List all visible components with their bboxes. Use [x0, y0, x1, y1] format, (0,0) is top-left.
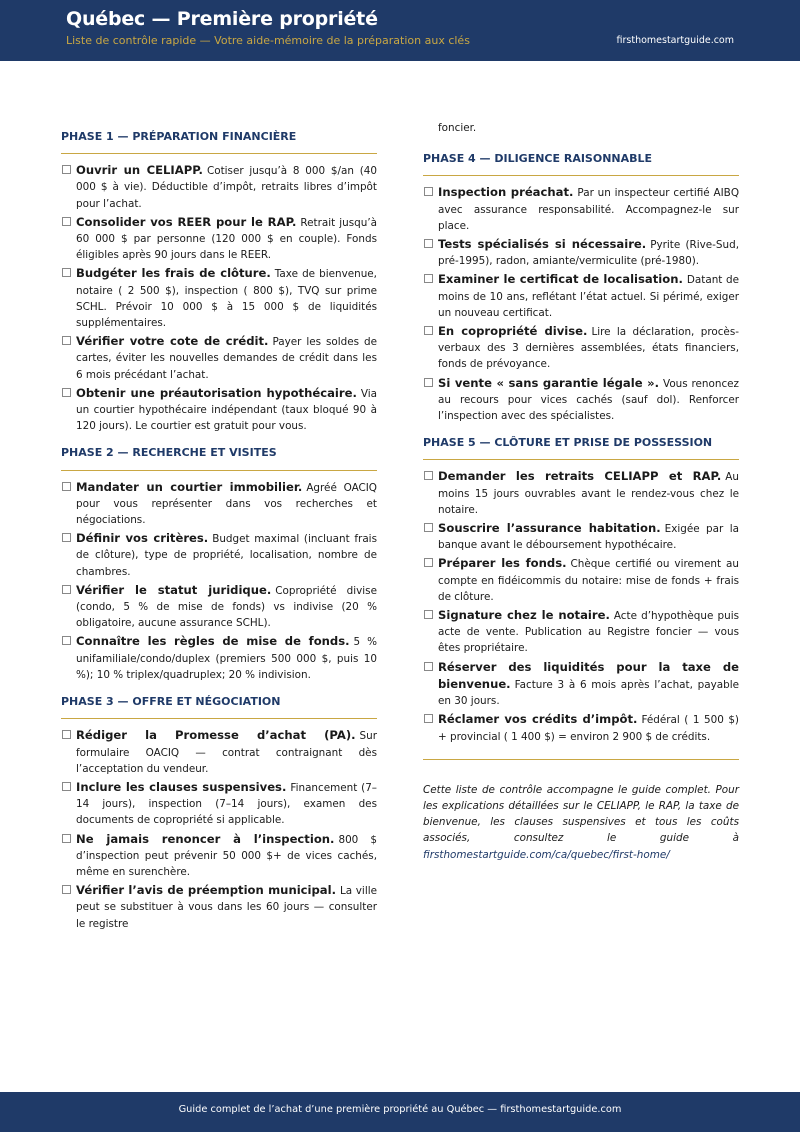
- phase-title: PHASE 4 — DILIGENCE RAISONNABLE: [423, 142, 739, 176]
- checklist-item: [423, 468, 739, 518]
- checkbox-icon[interactable]: [424, 187, 433, 196]
- item-title: Si vente « sans garantie légale ».: [438, 375, 660, 390]
- phase-title: PHASE 3 — OFFRE ET NÉGOCIATION: [61, 685, 377, 719]
- item-text: Cotiser jusqu’à 8 000 $/an (40 000 $ à vie). Déductible d’impôt, retraits libres d’impôt pour l’achat.: [76, 165, 377, 210]
- checklist-item: [61, 831, 377, 881]
- checklist-item: [61, 779, 377, 829]
- phase-5: [423, 426, 739, 744]
- left-column: [61, 120, 377, 934]
- right-column: [423, 120, 739, 863]
- item-title: Vérifier le statut juridique.: [76, 582, 272, 597]
- checklist-item: [61, 214, 377, 264]
- checkbox-icon[interactable]: [62, 217, 71, 226]
- item-text: 5 % unifamiliale/condo/duplex (premiers 500 000 $, puis 10 %); 10 % triplex/quadruplex; 20 % indivision.: [76, 636, 377, 681]
- item-text: Budget maximal (incluant frais de clôture), type de propriété, localisation, nombre de chambres.: [76, 533, 377, 578]
- item-text: Fédéral ( 1 500 $) + provincial ( 1 400 $) = environ 2 900 $ de crédits.: [438, 714, 739, 743]
- guide-link[interactable]: firsthomestartguide.com/ca/quebec/first-home/: [423, 848, 670, 861]
- page-subtitle: Liste de contrôle rapide — Votre aide-mémoire de la préparation aux clés: [66, 34, 470, 47]
- header-site-link[interactable]: firsthomestartguide.com: [616, 35, 734, 46]
- checkbox-icon[interactable]: [424, 378, 433, 387]
- item-text: Sur formulaire OACIQ — contrat contraignant dès l’acceptation du vendeur.: [76, 730, 377, 775]
- item-title: Rédiger la Promesse d’achat (PA).: [76, 728, 356, 743]
- checklist-item: [61, 727, 377, 777]
- checkbox-icon[interactable]: [424, 326, 433, 335]
- checkbox-icon[interactable]: [62, 585, 71, 594]
- checklist-item: [423, 271, 739, 321]
- checkbox-icon[interactable]: [424, 523, 433, 532]
- item-text: La ville peut se substituer à vous dans les 60 jours — consulter le registre: [76, 885, 377, 930]
- item-text: 800 $ d’inspection peut prévenir 50 000 $+ de vices cachés, même en surenchère.: [76, 833, 377, 878]
- checkbox-icon[interactable]: [62, 782, 71, 791]
- checklist-item: [423, 236, 739, 269]
- item-title: Inclure les clauses suspensives.: [76, 779, 287, 794]
- footer-banner: [0, 1092, 800, 1132]
- item-title: Inspection préachat.: [438, 185, 574, 200]
- checkbox-icon[interactable]: [62, 482, 71, 491]
- checkbox-icon[interactable]: [62, 636, 71, 645]
- phase-3: [61, 685, 377, 932]
- closing-note: [423, 782, 739, 863]
- checkbox-icon[interactable]: [424, 239, 433, 248]
- item-text: Pyrite (Rive-Sud, pré-1995), radon, amiante/vermiculite (pré-1980).: [438, 239, 740, 268]
- checklist-item: [61, 530, 377, 580]
- footer-text: Guide complet de l’achat d’une première propriété au Québec — firsthomestartguide.com: [178, 1104, 622, 1115]
- phase-title: PHASE 1 — PRÉPARATION FINANCIÈRE: [61, 120, 377, 154]
- item-continuation: foncier.: [438, 122, 477, 134]
- checklist-item: [61, 333, 377, 383]
- item-text: Financement (7–14 jours), inspection (7–14 jours), examen des documents de copropriété si applicable.: [76, 781, 377, 827]
- item-title: Vérifier l’avis de préemption municipal.: [76, 883, 337, 898]
- checkbox-icon[interactable]: [424, 471, 433, 480]
- checkbox-icon[interactable]: [62, 388, 71, 397]
- checklist-item: [423, 375, 739, 425]
- item-title: Souscrire l’assurance habitation.: [438, 521, 661, 536]
- item-title: Signature chez le notaire.: [438, 608, 610, 623]
- checkbox-icon[interactable]: [424, 558, 433, 567]
- item-title: Réclamer vos crédits d’impôt.: [438, 712, 638, 727]
- item-text: Retrait jusqu’à 60 000 $ par personne (120 000 $ en couple). Fonds éligibles après 90 jours dans le REER.: [76, 216, 377, 262]
- checklist-item: [423, 520, 739, 553]
- item-title: Vérifier votre cote de crédit.: [76, 334, 269, 349]
- item-text: Chèque certifié ou virement au compte en fidéicommis du notaire: mise de fonds + frais de clôture.: [438, 558, 739, 603]
- checkbox-icon[interactable]: [62, 336, 71, 345]
- page-title: Québec — Première propriété: [66, 8, 378, 30]
- checklist-item: [423, 323, 739, 373]
- item-title: Consolider vos REER pour le RAP.: [76, 214, 297, 229]
- phase-4: [423, 142, 739, 424]
- item-text: Vous renoncez au recours pour vices cachés (sauf dol). Renforcer l’inspection avec des spécialistes.: [438, 377, 740, 423]
- item-title: Ne jamais renoncer à l’inspection.: [76, 831, 335, 846]
- item-text: Taxe de bienvenue, notaire ( 2 500 $), inspection ( 800 $), TVQ sur prime SCHL. Prévoir 10 000 $ à 15 000 $ de liquidités supplémentaires.: [76, 268, 377, 330]
- item-title: Tests spécialisés si nécessaire.: [438, 237, 647, 252]
- checkbox-icon[interactable]: [424, 662, 433, 671]
- item-title: Obtenir une préautorisation hypothécaire.: [76, 385, 357, 400]
- item-text: Exigée par la banque avant le déboursement hypothécaire.: [438, 523, 739, 552]
- checkbox-icon[interactable]: [424, 610, 433, 619]
- item-title: Mandater un courtier immobilier.: [76, 479, 303, 494]
- phase-title: PHASE 2 — RECHERCHE ET VISITES: [61, 436, 377, 470]
- checklist-item: [61, 479, 377, 529]
- checklist-item: [423, 184, 739, 234]
- checkbox-icon[interactable]: [62, 533, 71, 542]
- checklist-item: [61, 582, 377, 632]
- checklist-item: [423, 607, 739, 657]
- closing-note-text: Cette liste de contrôle accompagne le guide complet. Pour les explications détaillées sur le CELIAPP, le RAP, la taxe de bienvenue, les clauses suspensives et tous les coûts associés, consultez le guide à: [423, 783, 739, 845]
- checklist-item: [61, 385, 377, 435]
- item-title: Préparer les fonds.: [438, 556, 567, 571]
- item-text: Copropriété divise (condo, 5 % de mise de fonds) vs indivise (20 % obligatoire, aucune assurance SCHL).: [76, 584, 377, 630]
- item-title: Budgéter les frais de clôture.: [76, 266, 271, 281]
- checkbox-icon[interactable]: [62, 834, 71, 843]
- item-text: Datant de moins de 10 ans, reflétant l’état actuel. Si périmé, exiger un nouveau certificat.: [438, 274, 739, 319]
- checkbox-icon[interactable]: [62, 165, 71, 174]
- checklist-item: [423, 711, 739, 744]
- item-text: Acte d’hypothèque puis acte de vente. Publication au Registre foncier — vous êtes propriétaire.: [438, 610, 739, 655]
- checkbox-icon[interactable]: [62, 730, 71, 739]
- item-title: Demander les retraits CELIAPP et RAP.: [438, 469, 722, 484]
- item-title: Connaître les règles de mise de fonds.: [76, 634, 350, 649]
- item-text: Lire la déclaration, procès-verbaux des 3 dernières assemblées, états financiers, fonds de prévoyance.: [438, 326, 739, 371]
- item-title: Définir vos critères.: [76, 531, 209, 546]
- checklist-item: [423, 555, 739, 605]
- checklist-item: [61, 162, 377, 212]
- item-text: Via un courtier hypothécaire indépendant (taux bloqué 90 à 120 jours). Le courtier est gratuit pour vous.: [76, 387, 377, 433]
- checkbox-icon[interactable]: [62, 885, 71, 894]
- item-title: Examiner le certificat de localisation.: [438, 272, 683, 287]
- phase-1: [61, 120, 377, 434]
- section-divider: [423, 759, 739, 760]
- item-text: Au moins 15 jours ouvrables avant le rendez-vous chez le notaire.: [438, 471, 739, 516]
- item-title: Réserver des liquidités pour la taxe de bienvenue.: [438, 659, 739, 691]
- checkbox-icon[interactable]: [424, 274, 433, 283]
- item-text: Par un inspecteur certifié AIBQ avec assurance responsabilité. Accompagnez-le sur place.: [438, 187, 739, 232]
- checklist-item: [61, 633, 377, 683]
- checklist-item: [423, 659, 739, 710]
- checkbox-icon[interactable]: [62, 268, 71, 277]
- item-text: Agréé OACIQ pour vous représenter dans vos recherches et négociations.: [76, 481, 377, 527]
- phase-2: [61, 436, 377, 683]
- item-text: Facture 3 à 6 mois après l’achat, payable en 30 jours.: [438, 678, 739, 708]
- item-text: Payer les soldes de cartes, éviter les nouvelles demandes de crédit dans les 6 mois précédant l’achat.: [76, 336, 377, 381]
- checklist-item: [61, 265, 377, 331]
- checklist-item: [61, 882, 377, 932]
- phase-title: PHASE 5 — CLÔTURE ET PRISE DE POSSESSION: [423, 426, 739, 460]
- checkbox-icon[interactable]: [424, 714, 433, 723]
- item-title: Ouvrir un CELIAPP.: [76, 163, 203, 178]
- item-title: En copropriété divise.: [438, 324, 588, 339]
- header-banner: [0, 0, 800, 61]
